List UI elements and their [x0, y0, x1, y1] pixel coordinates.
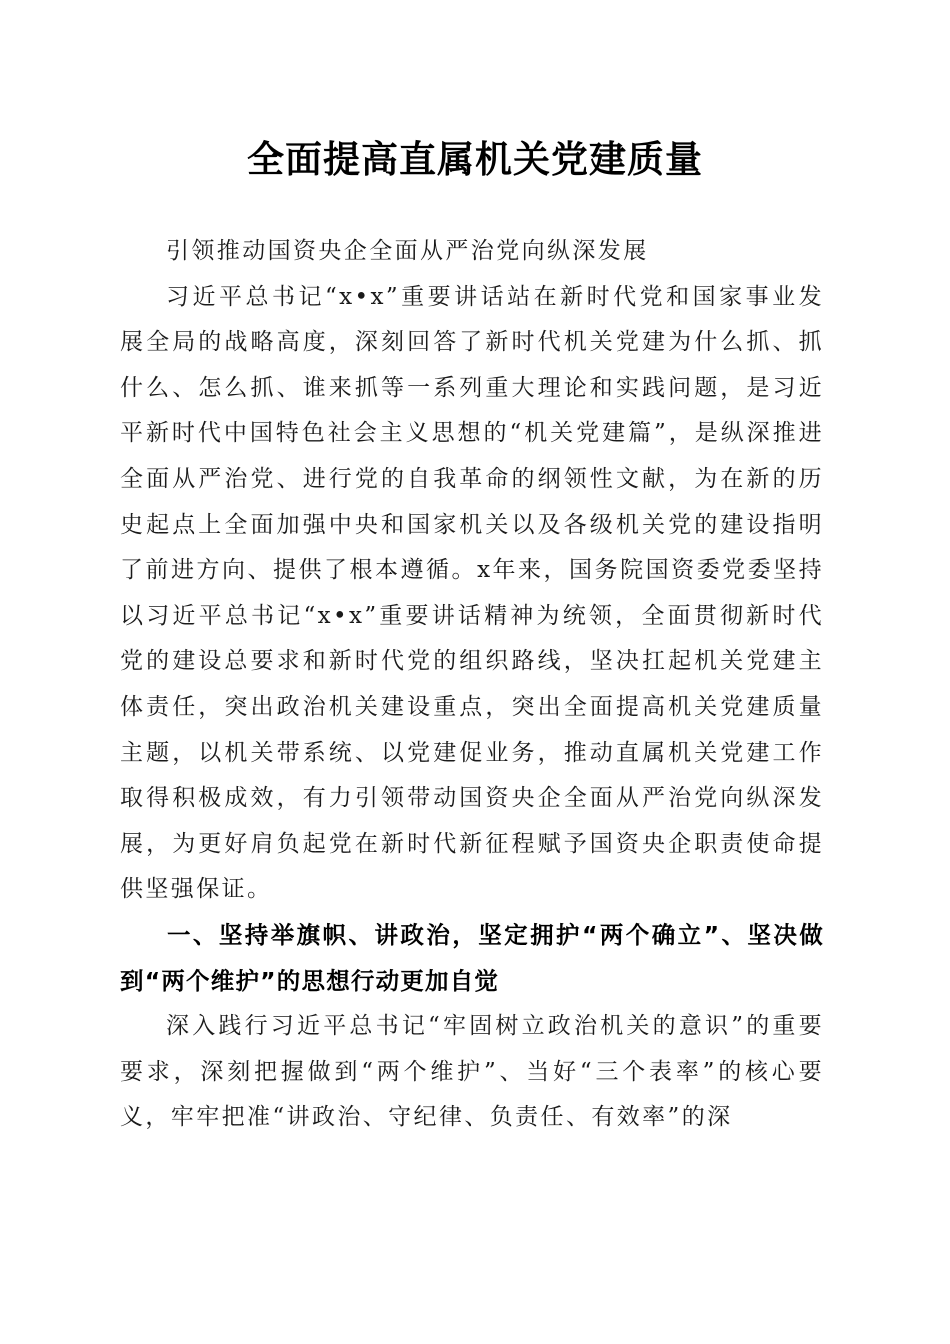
- document-title: 全面提高直属机关党建质量: [247, 137, 703, 181]
- section-one-heading: 一、坚持举旗帜、讲政治，坚定拥护“两个确立”、坚决做到“两个维护”的思想行动更加自觉: [120, 920, 824, 995]
- section-one-paragraph: 深入践行习近平总书记“牢固树立政治机关的意识”的重要要求，深刻把握做到“两个维护”、当好“三个表率”的核心要义，牢牢把准“讲政治、守纪律、负责任、有效率”的深: [120, 1013, 824, 1131]
- document-body: [120, 229, 824, 1141]
- subtitle-line: 引领推动国资央企全面从严治党向纵深发展: [166, 238, 649, 264]
- intro-paragraph: 习近平总书记“x•x”重要讲话站在新时代党和国家事业发展全局的战略高度，深刻回答了新时代机关党建为什么抓、抓什么、怎么抓、谁来抓等一系列重大理论和实践问题，是习近平新时代中国特色社会主义思想的“机关党建篇”，是纵深推进全面从严治党、进行党的自我革命的纲领性文献，为在新的历史起点上全面加强中央和国家机关以及各级机关党的建设指明了前进方向、提供了根本遵循。x年来，国务院国资委党委坚持以习近平总书记“x•x”重要讲话精神为统领，全面贯彻新时代党的建设总要求和新时代党的组织路线，坚决扛起机关党建主体责任，突出政治机关建设重点，突出全面提高机关党建质量主题，以机关带系统、以党建促业务，推动直属机关党建工作取得积极成效，有力引领带动国资央企全面从严治党向纵深发展，为更好肩负起党在新时代新征程赋予国资央企职责使命提供坚强保证。: [120, 283, 824, 903]
